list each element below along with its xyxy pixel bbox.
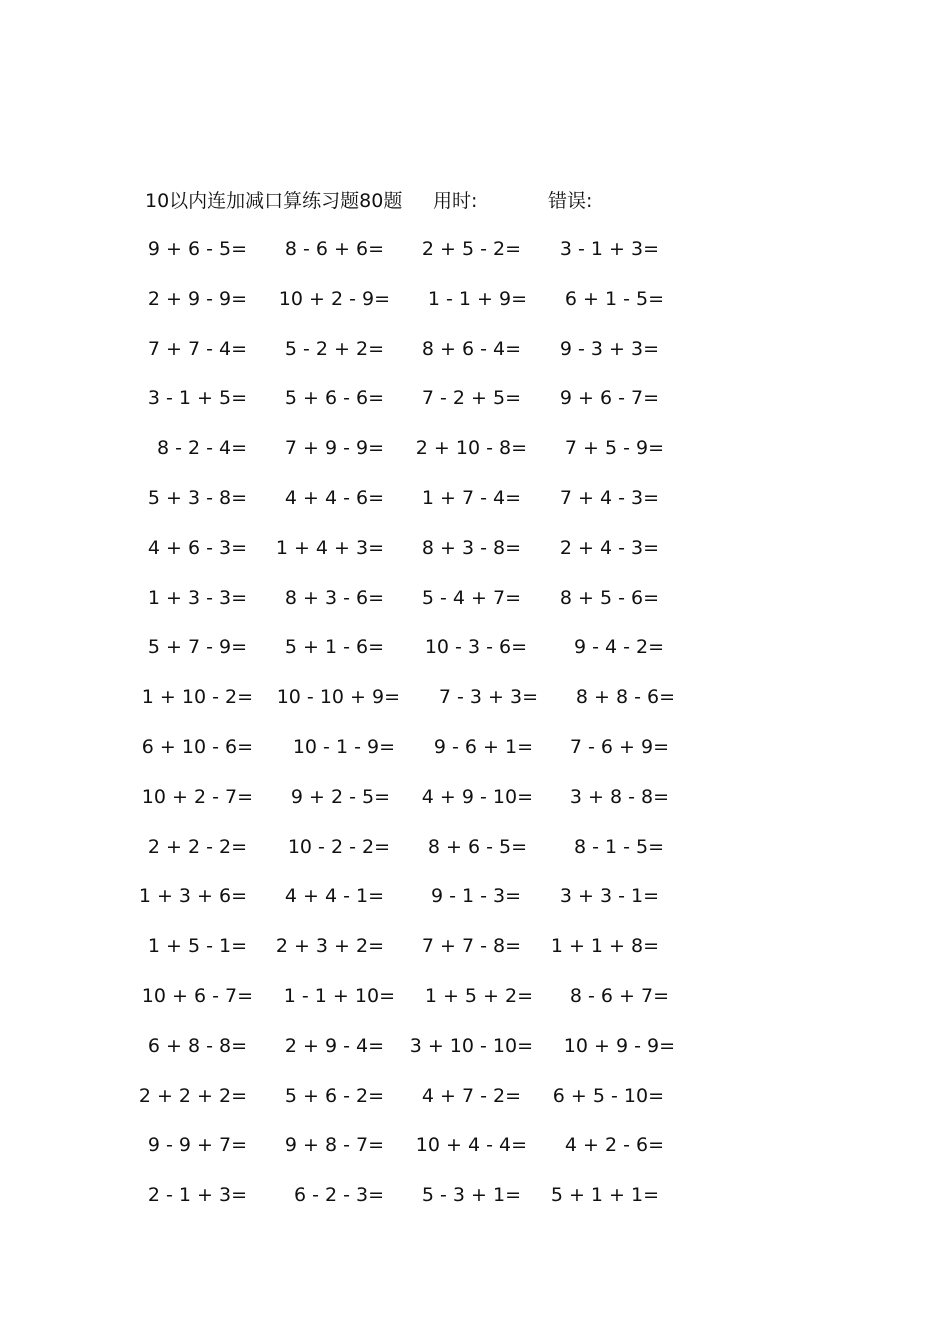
problem-item: 2 + 2 - 2=: [147, 835, 247, 858]
problem-item: 10 + 2 - 9=: [278, 287, 390, 310]
problem-item: 1 + 5 - 1=: [147, 935, 247, 958]
problem-item: 2 - 1 + 3=: [147, 1184, 247, 1207]
problem-item: 3 + 3 - 1=: [559, 885, 659, 908]
problem-item: 10 + 9 - 9=: [563, 1034, 675, 1057]
problem-item: 1 - 1 + 9=: [427, 287, 527, 310]
worksheet-header: [0, 186, 950, 216]
problem-item: 7 - 6 + 9=: [569, 735, 669, 758]
problem-grid: [0, 235, 950, 1231]
problem-item: 2 + 4 - 3=: [559, 536, 659, 559]
problem-item: 8 + 3 - 6=: [284, 586, 384, 609]
problem-item: 4 + 2 - 6=: [564, 1134, 664, 1157]
problem-item: 6 + 10 - 6=: [141, 735, 253, 758]
problem-row: [0, 1131, 950, 1181]
problem-item: 8 - 2 - 4=: [156, 437, 247, 460]
problem-row: [0, 932, 950, 982]
problem-item: 8 + 6 - 5=: [427, 835, 527, 858]
problem-item: 9 - 3 + 3=: [559, 337, 659, 360]
problem-row: [0, 235, 950, 285]
problem-item: 1 + 10 - 2=: [141, 686, 253, 709]
problem-item: 1 + 5 + 2=: [424, 984, 533, 1007]
problem-row: [0, 633, 950, 683]
problem-item: 4 + 4 - 6=: [284, 486, 384, 509]
problem-item: 5 + 3 - 8=: [147, 486, 247, 509]
problem-item: 2 + 2 + 2=: [138, 1084, 247, 1107]
problem-item: 4 + 9 - 10=: [421, 785, 533, 808]
problem-item: 5 + 1 + 1=: [550, 1184, 659, 1207]
problem-item: 5 + 6 - 2=: [284, 1084, 384, 1107]
problem-row: [0, 434, 950, 484]
problem-item: 10 - 10 + 9=: [276, 686, 400, 709]
problem-item: 8 + 8 - 6=: [575, 686, 675, 709]
problem-row: [0, 1181, 950, 1231]
problem-item: 6 + 1 - 5=: [564, 287, 664, 310]
problem-item: 8 - 6 + 7=: [569, 984, 669, 1007]
problem-item: 2 + 3 + 2=: [275, 935, 384, 958]
problem-item: 5 + 6 - 6=: [284, 387, 384, 410]
problem-item: 5 - 4 + 7=: [421, 586, 521, 609]
problem-item: 7 + 9 - 9=: [284, 437, 384, 460]
errors-label: 错误:: [548, 190, 593, 212]
problem-item: 8 - 6 + 6=: [284, 238, 384, 260]
problem-item: 10 + 2 - 7=: [141, 785, 253, 808]
problem-item: 9 + 6 - 7=: [559, 387, 659, 410]
problem-item: 10 - 3 - 6=: [424, 636, 527, 659]
problem-item: 9 + 8 - 7=: [284, 1134, 384, 1157]
problem-item: 7 + 4 - 3=: [559, 486, 659, 509]
problem-row: [0, 1032, 950, 1082]
problem-item: 9 + 6 - 5=: [147, 238, 247, 260]
problem-item: 7 - 3 + 3=: [438, 686, 538, 709]
problem-item: 1 + 3 - 3=: [147, 586, 247, 609]
problem-row: [0, 783, 950, 833]
problem-item: 6 - 2 - 3=: [293, 1184, 384, 1207]
problem-item: 6 + 5 - 10=: [552, 1084, 664, 1107]
problem-item: 8 + 3 - 8=: [421, 536, 521, 559]
problem-item: 7 + 7 - 8=: [421, 935, 521, 958]
problem-item: 2 + 9 - 4=: [284, 1034, 384, 1057]
problem-item: 2 + 5 - 2=: [421, 238, 521, 260]
problem-item: 2 + 10 - 8=: [415, 437, 527, 460]
problem-item: 9 - 9 + 7=: [147, 1134, 247, 1157]
problem-item: 7 + 5 - 9=: [564, 437, 664, 460]
problem-item: 10 - 2 - 2=: [287, 835, 390, 858]
problem-item: 5 - 2 + 2=: [284, 337, 384, 360]
problem-item: 2 + 9 - 9=: [147, 287, 247, 310]
problem-item: 4 + 6 - 3=: [147, 536, 247, 559]
problem-row: [0, 285, 950, 335]
problem-item: 6 + 8 - 8=: [147, 1034, 247, 1057]
problem-item: 10 + 4 - 4=: [415, 1134, 527, 1157]
problem-item: 3 - 1 + 3=: [559, 238, 659, 260]
worksheet-title: 10以内连加减口算练习题80题: [145, 190, 403, 212]
problem-item: 1 - 1 + 10=: [283, 984, 395, 1007]
problem-row: [0, 683, 950, 733]
problem-item: 3 + 8 - 8=: [569, 785, 669, 808]
problem-item: 1 + 4 + 3=: [275, 536, 384, 559]
time-used-label: 用时:: [433, 190, 478, 212]
problem-row: [0, 733, 950, 783]
problem-item: 9 - 1 - 3=: [430, 885, 521, 908]
problem-row: [0, 584, 950, 634]
problem-item: 8 + 5 - 6=: [559, 586, 659, 609]
problem-item: 9 - 4 - 2=: [573, 636, 664, 659]
problem-item: 7 - 2 + 5=: [421, 387, 521, 410]
problem-item: 8 + 6 - 4=: [421, 337, 521, 360]
problem-row: [0, 384, 950, 434]
problem-row: [0, 335, 950, 385]
problem-item: 3 + 10 - 10=: [409, 1034, 533, 1057]
problem-item: 1 + 7 - 4=: [421, 486, 521, 509]
problem-item: 10 + 6 - 7=: [141, 984, 253, 1007]
problem-row: [0, 833, 950, 883]
problem-item: 1 + 3 + 6=: [138, 885, 247, 908]
problem-item: 5 + 1 - 6=: [284, 636, 384, 659]
problem-row: [0, 484, 950, 534]
problem-item: 3 - 1 + 5=: [147, 387, 247, 410]
problem-item: 9 - 6 + 1=: [433, 735, 533, 758]
problem-row: [0, 982, 950, 1032]
problem-item: 9 + 2 - 5=: [290, 785, 390, 808]
problem-row: [0, 882, 950, 932]
problem-item: 8 - 1 - 5=: [573, 835, 664, 858]
problem-item: 5 + 7 - 9=: [147, 636, 247, 659]
problem-row: [0, 534, 950, 584]
problem-item: 7 + 7 - 4=: [147, 337, 247, 360]
problem-row: [0, 1082, 950, 1132]
problem-item: 4 + 4 - 1=: [284, 885, 384, 908]
problem-item: 5 - 3 + 1=: [421, 1184, 521, 1207]
problem-item: 10 - 1 - 9=: [292, 735, 395, 758]
problem-item: 1 + 1 + 8=: [550, 935, 659, 958]
problem-item: 4 + 7 - 2=: [421, 1084, 521, 1107]
